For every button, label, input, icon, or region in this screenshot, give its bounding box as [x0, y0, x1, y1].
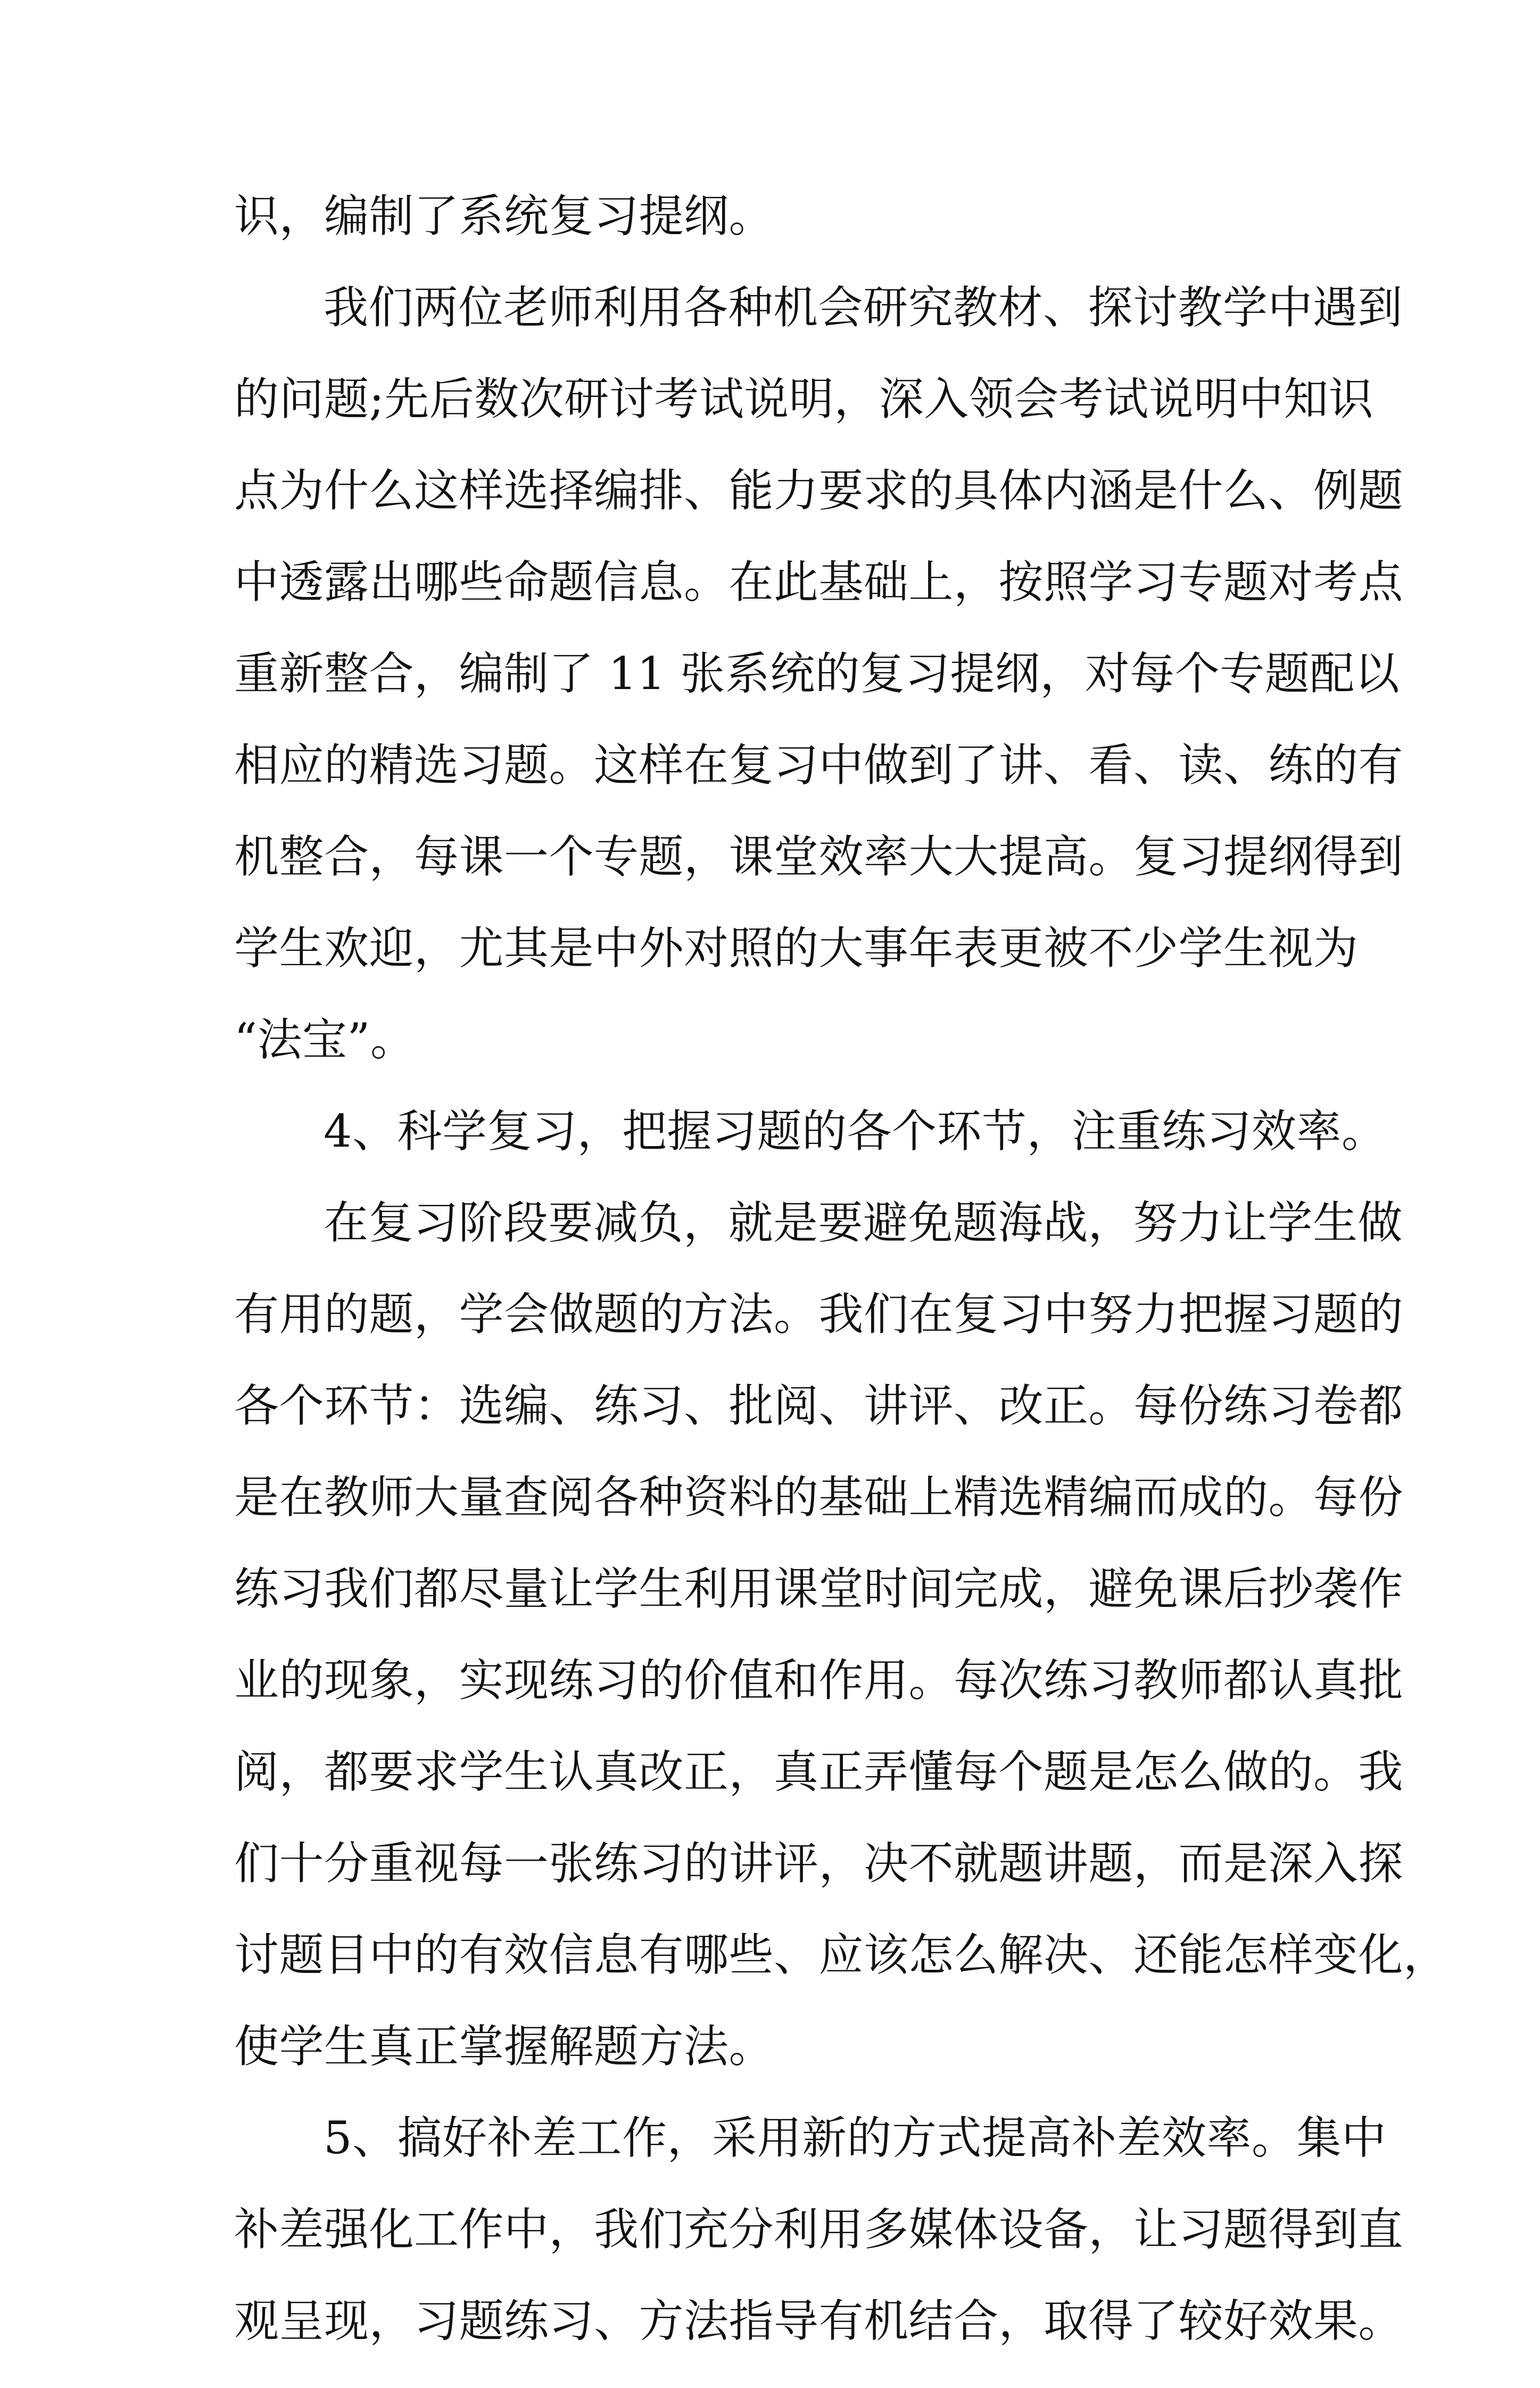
text-line: 阅，都要求学生认真改正，真正弄懂每个题是怎么做的。我: [234, 1746, 1404, 1798]
text-line: 4、科学复习，把握习题的各个环节，注重练习效率。: [324, 1105, 1387, 1157]
text-line: 是在教师大量查阅各种资料的基础上精选精编而成的。每份: [234, 1471, 1404, 1523]
text-line: 有用的题，学会做题的方法。我们在复习中努力把握习题的: [234, 1288, 1404, 1340]
text-line: 们十分重视每一张练习的讲评，决不就题讲题，而是深入探: [234, 1837, 1404, 1889]
text-line: 的问题;先后数次研讨考试说明，深入领会考试说明中知识: [234, 373, 1374, 425]
text-line: 各个环节：选编、练习、批阅、讲评、改正。每份练习卷都: [234, 1380, 1404, 1432]
text-line: 补差强化工作中，我们充分利用多媒体设备，让习题得到直: [234, 2203, 1404, 2256]
document-body: [234, 190, 1448, 2388]
text-line: 机整合，每课一个专题，课堂效率大大提高。复习提纲得到: [234, 831, 1404, 883]
text-line: 练习我们都尽量让学生利用课堂时间完成，避免课后抄袭作: [234, 1563, 1404, 1615]
text-line: 识，编制了系统复习提纲。: [234, 190, 774, 242]
text-line: 点为什么这样选择编排、能力要求的具体内涵是什么、例题: [234, 465, 1404, 517]
text-line: 学生欢迎，尤其是中外对照的大事年表更被不少学生视为: [234, 922, 1359, 974]
text-line: 使学生真正掌握解题方法。: [234, 2020, 774, 2072]
text-line: 5、搞好补差工作，采用新的方式提高补差效率。集中: [324, 2112, 1387, 2164]
text-line: 相应的精选习题。这样在复习中做到了讲、看、读、练的有: [234, 739, 1404, 791]
text-line: 中透露出哪些命题信息。在此基础上，按照学习专题对考点: [234, 556, 1404, 608]
text-line: 观呈现，习题练习、方法指导有机结合，取得了较好效果。: [234, 2295, 1404, 2347]
text-line: “法宝”。: [234, 1014, 416, 1066]
text-line: 我们两位老师利用各种机会研究教材、探讨教学中遇到: [324, 281, 1403, 334]
text-line: 讨题目中的有效信息有哪些、应该怎么解决、还能怎样变化，: [234, 1929, 1448, 1981]
text-line: 业的现象，实现练习的价值和作用。每次练习教师都认真批: [234, 1654, 1404, 1706]
text-line: 在复习阶段要减负，就是要避免题海战，努力让学生做: [324, 1197, 1403, 1249]
text-line: 重新整合，编制了 11 张系统的复习提纲，对每个专题配以: [234, 648, 1400, 700]
